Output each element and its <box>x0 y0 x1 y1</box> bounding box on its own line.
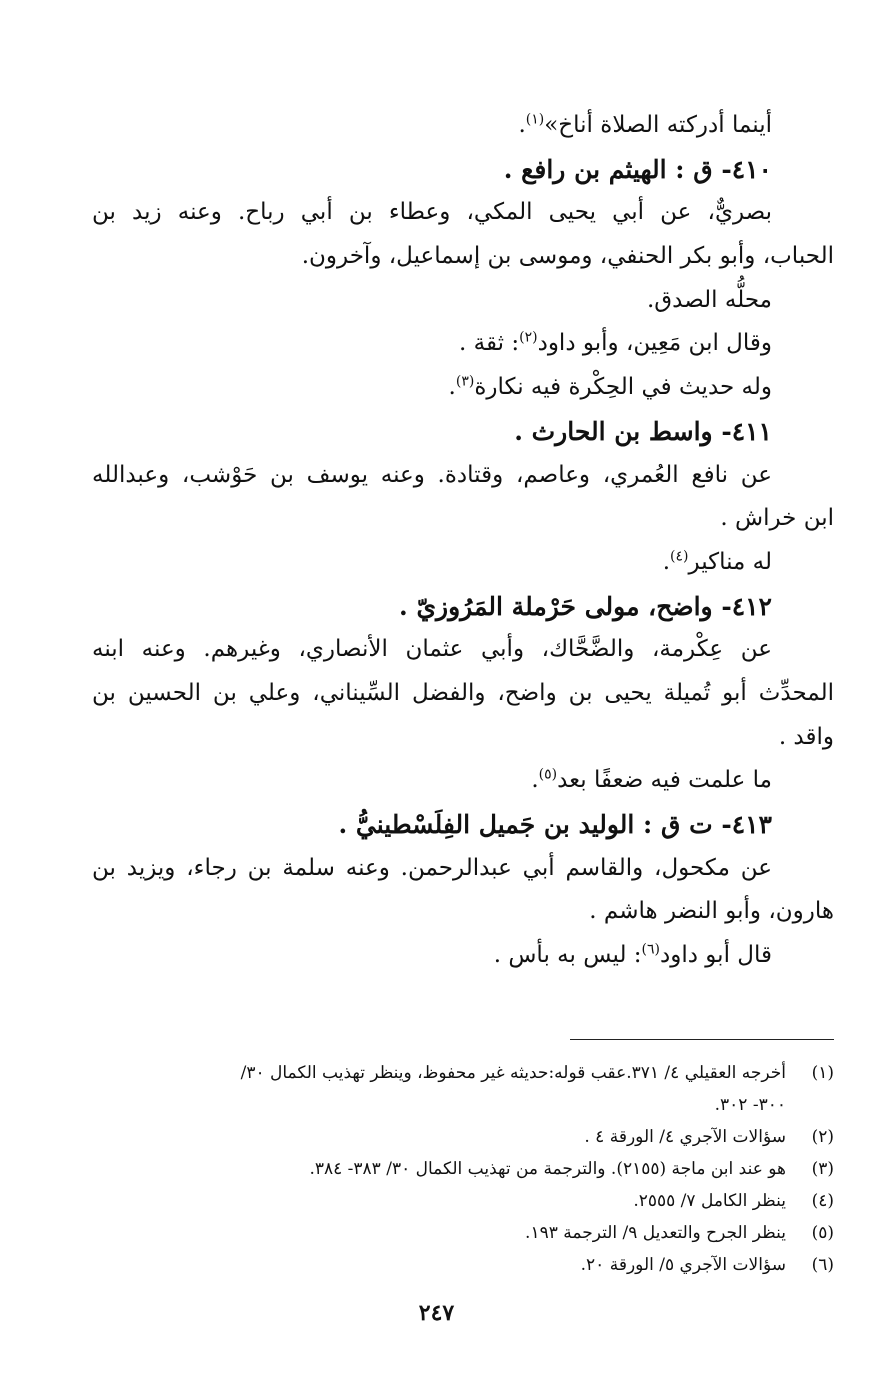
footnote-number: (٢) <box>811 1127 834 1147</box>
text-line: عن نافع العُمري، وعاصم، وقتادة. وعنه يوسف بن حَوْشب، وعبدالله <box>92 461 772 488</box>
entry-heading-412: ٤١٢- واضح، مولى حَرْملة المَرُوزيّ . <box>399 591 772 621</box>
text-line: واقد . <box>778 723 834 750</box>
text-span: . <box>518 112 526 138</box>
footnote-text: سؤالات الآجري ٤/ الورقة ٤ . <box>584 1127 786 1147</box>
text-line: المحدِّث أبو تُميلة يحيى بن واضح، والفضل السِّيناني، وعلي بن الحسين بن <box>92 679 834 706</box>
entry-heading-411: ٤١١- واسط بن الحارث . <box>514 416 772 446</box>
entry-heading-410: ٤١٠- ق : الهيثم بن رافع . <box>503 154 772 184</box>
text-line: عن مكحول، والقاسم أبي عبدالرحمن. وعنه سلمة بن رجاء، ويزيد بن <box>92 854 772 881</box>
text-span: : ثقة . <box>459 330 520 357</box>
footnote-number: (٤) <box>811 1191 834 1211</box>
footnote-divider <box>570 1039 834 1040</box>
footnote-number: (١) <box>811 1063 834 1083</box>
text-line: هارون، وأبو النضر هاشم . <box>589 898 834 925</box>
text-span: ما علمت فيه ضعفًا بعد <box>557 767 772 794</box>
text-span: وله حديث في الحِكْرة فيه نكارة <box>474 374 772 401</box>
text-line: ابن خراش . <box>720 505 834 532</box>
text-line <box>92 322 834 366</box>
footnote-text <box>150 1057 786 1121</box>
text-span: . <box>662 548 671 575</box>
entry-heading-413: ٤١٣- ت ق : الوليد بن جَميل الفِلَسْطينيُّ . <box>338 810 772 839</box>
text-span: أينما أدركته الصلاة أناخ» <box>544 112 772 138</box>
footnote-text: سؤالات الآجري ٥/ الورقة ٢٠. <box>580 1255 786 1275</box>
text-span: له مناكير <box>688 548 772 575</box>
main-text <box>92 104 834 978</box>
footnote-ref[interactable]: (٣) <box>455 373 475 390</box>
footnote-ref[interactable]: (٤) <box>670 548 689 565</box>
page-number: ٢٤٧ <box>418 1300 455 1326</box>
footnote-ref[interactable]: (٦) <box>641 941 660 958</box>
text-span: وقال ابن مَعِين، وأبو داود <box>537 330 772 357</box>
footnote-5 <box>150 1217 834 1249</box>
footnote-text: ينظر الجرح والتعديل ٩/ الترجمة ١٩٣. <box>525 1223 786 1243</box>
text-line: الحباب، وأبو بكر الحنفي، وموسى بن إسماعيل، وآخرون. <box>301 243 834 270</box>
text-line: محلُّه الصدق. <box>647 286 772 313</box>
footnote-line: ٣٠٠- ٣٠٢. <box>714 1095 786 1115</box>
footnote-text: ينظر الكامل ٧/ ٢٥٥٥. <box>633 1191 786 1211</box>
text-line: بصريٌّ، عن أبي يحيى المكي، وعطاء بن أبي رباح. وعنه زيد بن <box>92 199 772 226</box>
footnote-2 <box>150 1121 834 1153</box>
text-line <box>92 104 834 148</box>
text-span: قال أبو داود <box>660 942 772 969</box>
footnote-number: (٥) <box>811 1223 834 1243</box>
footnote-number: (٣) <box>811 1159 834 1179</box>
footnote-ref[interactable]: (٢) <box>519 329 538 346</box>
footnote-line: أخرجه العقيلي ٤/ ٣٧١.عقب قوله:حديثه غير محفوظ، وينظر تهذيب الكمال ٣٠/ <box>240 1063 786 1083</box>
footnote-text: هو عند ابن ماجة (٢١٥٥). والترجمة من تهذيب الكمال ٣٠/ ٣٨٣- ٣٨٤. <box>309 1159 786 1179</box>
footnote-4 <box>150 1185 834 1217</box>
text-span: . <box>448 374 456 401</box>
text-span: : ليس به بأس . <box>493 942 642 969</box>
footnote-ref[interactable]: (١) <box>525 111 545 128</box>
footnote-number: (٦) <box>811 1255 834 1275</box>
footnote-1 <box>150 1057 834 1121</box>
footnote-ref[interactable]: (٥) <box>538 766 558 783</box>
text-line <box>92 759 834 803</box>
text-line <box>92 541 834 585</box>
text-line <box>92 366 834 410</box>
text-line: عن عِكْرمة، والضَّحَّاك، وأبي عثمان الأنصاري، وغيرهم. وعنه ابنه <box>92 636 772 663</box>
text-span: . <box>531 767 539 794</box>
footnote-6 <box>150 1249 834 1281</box>
text-line <box>92 934 834 978</box>
footnote-3 <box>150 1153 834 1185</box>
footnotes <box>150 1057 834 1281</box>
